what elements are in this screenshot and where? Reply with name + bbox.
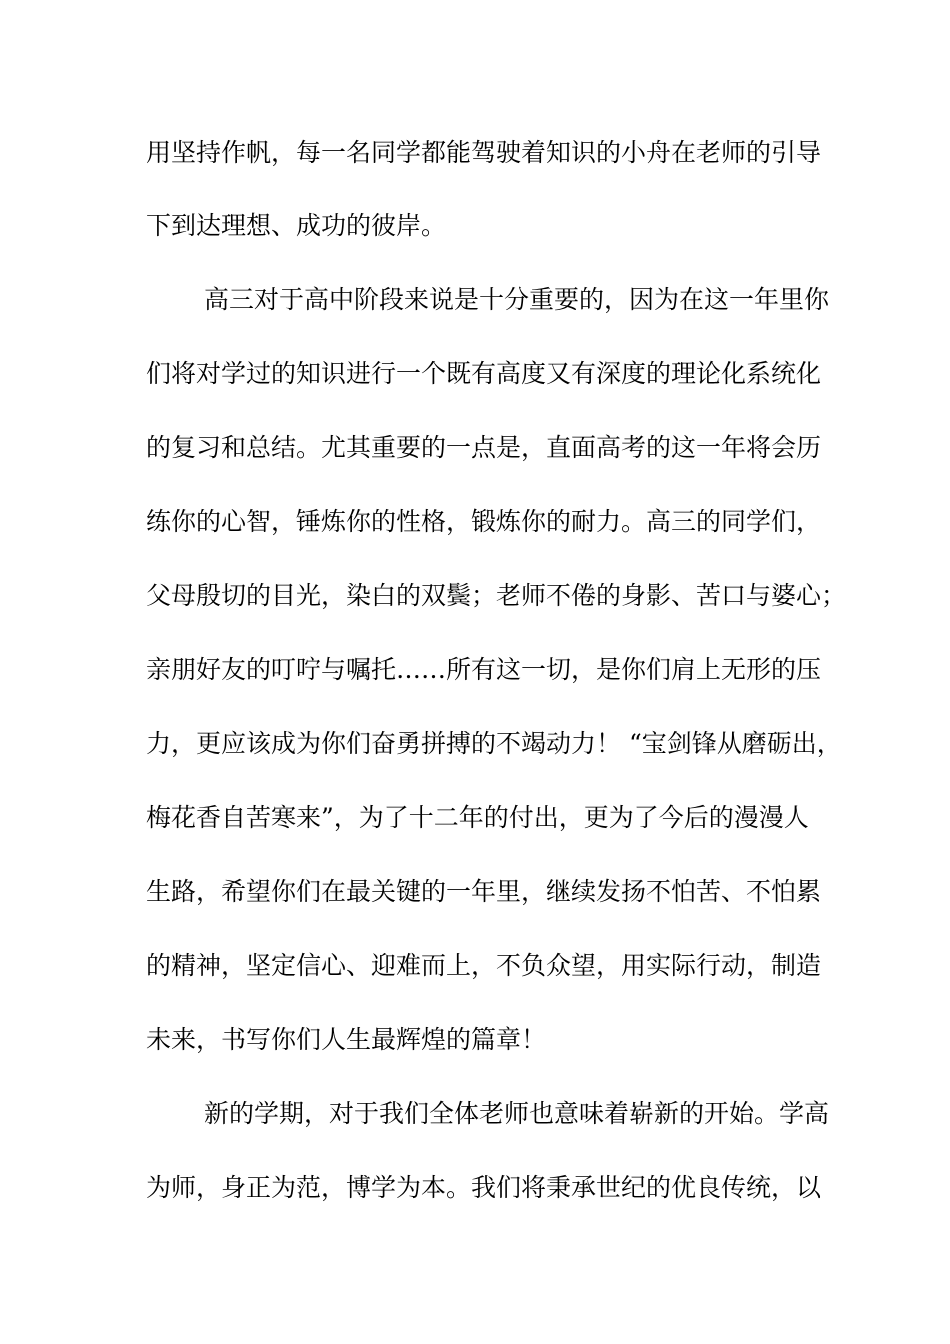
text-line: 下到达理想、成功的彼岸。 [146,211,447,240]
text-line: 未来，书写你们人生最辉煌的篇章！ [146,1025,547,1054]
text-line: 亲朋好友的叮咛与嘱托……所有这一切，是你们肩上无形的压 [146,655,822,684]
paragraph-first-line: 新的学期，对于我们全体老师也意味着崭新的开始。学高 [204,1099,830,1128]
text-line: 生路，希望你们在最关键的一年里，继续发扬不怕苦、不怕累 [146,877,822,906]
text-line: 练你的心智，锤炼你的性格，锻炼你的耐力。高三的同学们， [146,507,822,536]
text-line: 父母殷切的目光，染白的双鬓；老师不倦的身影、苦口与婆心； [146,581,847,610]
text-line: 梅花香自苦寒来”，为了十二年的付出，更为了今后的漫漫人 [146,803,809,832]
text-line: 用坚持作帆，每一名同学都能驾驶着知识的小舟在老师的引导 [146,138,822,167]
text-line: 为师，身正为范，博学为本。我们将秉承世纪的优良传统，以 [146,1173,822,1202]
paragraph-first-line: 高三对于高中阶段来说是十分重要的，因为在这一年里你 [204,285,830,314]
text-line: 的复习和总结。尤其重要的一点是，直面高考的这一年将会历 [146,433,822,462]
text-line: 力，更应该成为你们奋勇拼搏的不竭动力！ “宝剑锋从磨砺出， [146,729,842,758]
text-line: 的精神，坚定信心、迎难而上，不负众望，用实际行动，制造 [146,951,822,980]
text-line: 们将对学过的知识进行一个既有高度又有深度的理论化系统化 [146,359,822,388]
